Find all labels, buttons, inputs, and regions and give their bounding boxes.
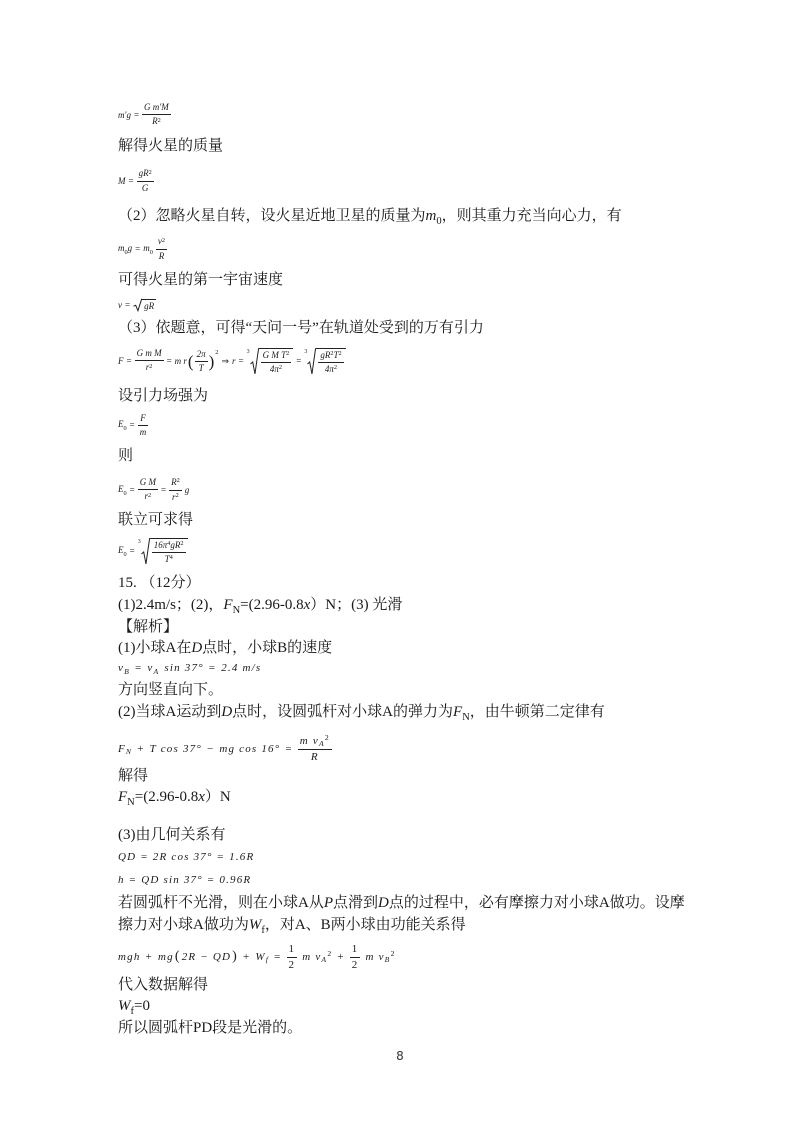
exponent: 2 bbox=[175, 491, 179, 499]
eq-lhs bbox=[118, 484, 127, 497]
fraction bbox=[142, 103, 171, 126]
velocity-subscript: A bbox=[321, 955, 328, 965]
point-p: P bbox=[323, 895, 334, 911]
numerator: G m′M bbox=[142, 103, 171, 115]
numerator bbox=[152, 541, 186, 553]
num-base: gR bbox=[138, 168, 149, 179]
plus-sign: + bbox=[243, 950, 251, 963]
num-base: v bbox=[157, 236, 162, 247]
root-index: 3 bbox=[304, 348, 308, 355]
friction-text-b: 点滑到 bbox=[333, 895, 379, 911]
page-number: 8 bbox=[396, 1049, 404, 1063]
conclusion-text: 所以圆弧杆PD段是光滑的。 bbox=[118, 1020, 303, 1036]
exponent: 2 bbox=[176, 477, 180, 485]
then-text: 则 bbox=[118, 448, 134, 464]
numerator: 1 bbox=[350, 944, 361, 958]
exponent: 2 bbox=[180, 539, 184, 547]
friction-text-e: ，对A、B两小球由功能关系得 bbox=[264, 917, 466, 933]
question-15-header: 15. （12分） bbox=[118, 575, 201, 591]
work-subscript: f bbox=[265, 955, 270, 965]
orbit-radius-equation bbox=[118, 345, 346, 377]
numerator bbox=[156, 237, 167, 249]
work-symbol: W bbox=[255, 950, 266, 963]
denominator: R bbox=[158, 250, 165, 261]
numerator: 1 bbox=[287, 944, 298, 958]
numerator: F bbox=[138, 414, 148, 426]
step1-text-b: 点时，小球B的速度 bbox=[202, 640, 333, 656]
velocity-symbol: v bbox=[147, 662, 154, 674]
part2-text bbox=[118, 207, 622, 225]
gravity-term: mg cos 16° bbox=[219, 742, 281, 755]
centripetal-term bbox=[175, 350, 219, 373]
analysis-label: 【解析】 bbox=[118, 619, 179, 635]
force-subscript: N bbox=[125, 747, 133, 757]
exponent: 2 bbox=[333, 364, 338, 372]
field-subscript: 0 bbox=[123, 550, 127, 558]
cube-root bbox=[246, 348, 294, 375]
force-symbol: F bbox=[118, 742, 126, 755]
numerator bbox=[137, 169, 154, 181]
normal-force-term bbox=[118, 744, 132, 755]
height-expression: h = QD sin 37° = 0.96R bbox=[118, 874, 252, 886]
work-subscript: f bbox=[130, 1005, 134, 1017]
right-paren: ) bbox=[232, 949, 238, 964]
fraction bbox=[152, 541, 186, 565]
friction-text-line2 bbox=[118, 916, 466, 934]
field-subscript: 0 bbox=[123, 424, 127, 432]
vb-term bbox=[118, 663, 130, 674]
exponent: 2 bbox=[324, 733, 330, 743]
normal-force-result bbox=[118, 788, 231, 806]
equals-sign: = bbox=[128, 175, 134, 186]
numerator bbox=[169, 478, 182, 490]
exponent: 2 bbox=[330, 349, 334, 357]
num-part-a: 16π bbox=[153, 539, 168, 550]
answer-summary bbox=[118, 596, 402, 614]
work-symbol: W bbox=[118, 998, 131, 1014]
force-symbol: F bbox=[118, 789, 128, 805]
left-paren: ( bbox=[174, 949, 181, 964]
potential-term-2 bbox=[158, 950, 238, 964]
equals-sign: = bbox=[135, 243, 141, 254]
field-definition-equation bbox=[118, 413, 148, 437]
denominator: 2 bbox=[351, 958, 359, 971]
exponent: 2 bbox=[161, 236, 166, 244]
field-strength-text: 设引力场强为 bbox=[118, 388, 209, 404]
force-symbol: F bbox=[223, 597, 233, 613]
force-symbol: F bbox=[453, 704, 463, 720]
den-base: 4π bbox=[324, 364, 334, 374]
mass-symbol: m bbox=[425, 208, 437, 224]
equals-sign: = bbox=[238, 355, 244, 366]
sine-term: sin 37° bbox=[164, 662, 204, 674]
height-equation bbox=[118, 873, 251, 888]
left-paren: ( bbox=[187, 351, 194, 371]
substitute-text: 代入数据解得 bbox=[118, 977, 209, 993]
exponent: 4 bbox=[167, 539, 171, 547]
step1-text bbox=[118, 639, 332, 657]
work-subscript: f bbox=[261, 924, 265, 936]
step2-text-b: 点时，设圆弧杆对小球A的弹力为 bbox=[232, 704, 454, 720]
equals-sign: = bbox=[133, 109, 140, 120]
force-subscript: N bbox=[462, 711, 470, 723]
point-d: D bbox=[191, 640, 203, 656]
half-fraction bbox=[287, 944, 298, 971]
radical-sign bbox=[141, 538, 150, 565]
mass-equation bbox=[118, 169, 154, 193]
exponent: 2 bbox=[148, 491, 152, 499]
den-base: 4π bbox=[269, 364, 279, 374]
den-base: r bbox=[144, 491, 149, 502]
mass-subscript: 0 bbox=[149, 248, 153, 256]
velocity-subscript: B bbox=[124, 666, 130, 676]
work-value: =0 bbox=[134, 998, 150, 1014]
equals-sign: = bbox=[274, 950, 282, 963]
velocity-subscript: A bbox=[318, 739, 325, 749]
fraction bbox=[169, 478, 182, 502]
kinetic-b-term bbox=[365, 949, 396, 965]
cosmic-velocity-text: 可得火星的第一宇宙速度 bbox=[118, 272, 284, 288]
den-base: r bbox=[172, 491, 176, 502]
fraction bbox=[138, 414, 149, 437]
equals-sign: = bbox=[135, 662, 143, 674]
direction-text: 方向竖直向下。 bbox=[118, 682, 224, 698]
force-subscript: N bbox=[232, 604, 241, 616]
centripetal-equation bbox=[118, 237, 167, 261]
equals-sign: = bbox=[129, 545, 135, 556]
velocity-subscript: A bbox=[153, 666, 160, 676]
answer-text-a: (1)2.4m/s；(2)， bbox=[118, 597, 224, 613]
field-subscript: 0 bbox=[123, 489, 127, 497]
exponent: 2 bbox=[215, 348, 219, 356]
qd-equation bbox=[118, 850, 254, 865]
potential-term: mgh bbox=[118, 950, 141, 963]
cube-root bbox=[304, 348, 345, 375]
gravity-equation bbox=[118, 103, 171, 127]
den-base: T bbox=[164, 554, 170, 564]
mass-subscript: 0 bbox=[436, 215, 442, 227]
mass-radius: m r bbox=[174, 355, 187, 366]
plus-sign: + bbox=[145, 950, 153, 963]
num-part-b: gR bbox=[170, 539, 181, 550]
square-root bbox=[133, 299, 156, 311]
fraction bbox=[298, 733, 332, 763]
answer-text-c: ）N；(3) 光滑 bbox=[310, 597, 403, 613]
field-symbol: E bbox=[118, 419, 124, 430]
field-result-equation bbox=[118, 537, 188, 565]
mv-symbol: m v bbox=[365, 950, 385, 963]
exponent: 4 bbox=[169, 554, 173, 562]
kinetic-a-term bbox=[302, 949, 333, 965]
num-part-a: gR bbox=[320, 349, 331, 360]
minus-sign: − bbox=[206, 742, 215, 755]
root-index: 3 bbox=[137, 538, 141, 545]
radicand: gR bbox=[144, 301, 155, 311]
mass-text: 解得火星的质量 bbox=[118, 138, 224, 154]
va-term bbox=[147, 663, 159, 674]
exponent: 2 bbox=[286, 349, 290, 357]
exponent: 2 bbox=[157, 116, 161, 124]
coefficient bbox=[143, 243, 153, 256]
radical-sign bbox=[307, 348, 316, 375]
field-equation bbox=[118, 478, 189, 502]
exponent: 2 bbox=[327, 949, 333, 959]
friction-text-line1 bbox=[118, 894, 685, 912]
step2-text-a: (2)当球A运动到 bbox=[118, 704, 222, 720]
friction-text-c: 点的过程中，必有摩擦力对小球A做功。设摩 bbox=[388, 895, 685, 911]
friction-work-term bbox=[255, 952, 269, 963]
numerator bbox=[298, 733, 332, 750]
mass-symbol: m bbox=[143, 243, 150, 254]
num-base: m v bbox=[299, 734, 319, 747]
step1-text-a: (1)小球A在 bbox=[118, 640, 192, 656]
eq-lhs: M bbox=[118, 175, 126, 186]
denominator: T bbox=[198, 362, 204, 373]
numerator bbox=[261, 351, 292, 363]
equals-sign: = bbox=[166, 355, 172, 366]
num-base: R bbox=[171, 477, 177, 488]
field-symbol: E bbox=[118, 545, 124, 556]
step2-text bbox=[118, 703, 605, 721]
velocity-equation bbox=[118, 296, 156, 314]
mv-symbol: m v bbox=[302, 950, 322, 963]
denominator bbox=[323, 363, 339, 374]
inner-expression: 2R − QD bbox=[181, 950, 232, 963]
denominator: 2 bbox=[288, 958, 296, 971]
equals-sign: = bbox=[160, 484, 167, 495]
work-result bbox=[118, 997, 150, 1015]
den-base: R bbox=[152, 116, 158, 127]
qd-expression: QD = 2R cos 37° = 1.6R bbox=[118, 851, 255, 863]
friction-text-d: 擦力对小球A做功为 bbox=[118, 917, 249, 933]
numerator bbox=[318, 351, 343, 363]
velocity-subscript: B bbox=[384, 955, 391, 965]
radius-symbol: r bbox=[231, 355, 236, 366]
fraction bbox=[138, 478, 158, 501]
equals-sign: = bbox=[125, 299, 131, 310]
velocity-symbol: v bbox=[118, 662, 125, 674]
eq-lhs: v bbox=[118, 299, 122, 310]
fraction-angular bbox=[195, 350, 208, 373]
part3-text: （3）依题意，可得“天问一号”在轨道处受到的万有引力 bbox=[118, 320, 484, 336]
answer-text-b: =(2.96-0.8 bbox=[240, 597, 304, 613]
exponent: 2 bbox=[148, 168, 152, 176]
denominator: G bbox=[141, 182, 149, 193]
eq-lhs bbox=[118, 243, 133, 256]
fraction bbox=[137, 169, 154, 192]
plus-sign: + bbox=[137, 742, 145, 755]
step3-text: (3)由几何关系有 bbox=[118, 827, 226, 843]
force-subscript: N bbox=[127, 796, 135, 808]
denominator bbox=[268, 363, 284, 374]
mass-symbol: m bbox=[118, 243, 125, 254]
denominator: R bbox=[310, 750, 319, 763]
equals-sign: = bbox=[129, 419, 135, 430]
velocity-value: 2.4 m/s bbox=[221, 662, 262, 674]
numerator: G M bbox=[138, 478, 158, 490]
mg-term: mg bbox=[157, 950, 174, 963]
mass-subscript: 0 bbox=[124, 248, 128, 256]
equals-sign: = bbox=[285, 742, 293, 755]
denominator bbox=[170, 491, 181, 502]
denominator bbox=[144, 361, 155, 372]
exponent: 2 bbox=[149, 362, 153, 370]
variable-x: x bbox=[303, 597, 311, 613]
point-d: D bbox=[221, 704, 233, 720]
eq-lhs bbox=[118, 545, 127, 558]
energy-equation bbox=[118, 942, 396, 972]
denominator bbox=[163, 553, 175, 564]
fraction-gravity bbox=[135, 349, 164, 372]
cube-root bbox=[137, 538, 188, 565]
friction-text-a: 若圆弧杆不光滑，则在小球A从 bbox=[118, 895, 324, 911]
radicand bbox=[316, 348, 345, 375]
work-symbol: W bbox=[248, 917, 262, 933]
result-text-b: ）N bbox=[204, 789, 231, 805]
eq-lhs: F bbox=[118, 355, 124, 366]
equals-sign: = bbox=[208, 662, 217, 674]
equals-sign: = bbox=[296, 355, 302, 366]
gravity-symbol: g bbox=[184, 484, 190, 495]
velocity-b-equation bbox=[118, 661, 261, 676]
num-base: G M T bbox=[262, 349, 287, 360]
exponent: 2 bbox=[390, 949, 396, 959]
solve-text: 联立可求得 bbox=[118, 512, 194, 528]
part2-text-b: ，则其重力充当向心力，有 bbox=[441, 208, 622, 224]
solve-text: 解得 bbox=[118, 768, 149, 784]
denominator bbox=[150, 115, 163, 126]
numerator: G m M bbox=[135, 349, 164, 361]
part2-text-a: （2）忽略火星自转，设火星近地卫星的质量为 bbox=[118, 208, 426, 224]
root-index: 3 bbox=[246, 348, 250, 355]
tension-term: T cos 37° bbox=[149, 742, 202, 755]
newton-equation bbox=[118, 734, 332, 764]
den-base: r bbox=[145, 362, 150, 373]
radicand bbox=[150, 538, 188, 565]
exponent: 2 bbox=[278, 364, 282, 372]
fraction bbox=[261, 351, 292, 375]
radical-sign bbox=[250, 348, 259, 375]
right-paren: ) bbox=[208, 351, 215, 371]
point-d: D bbox=[378, 895, 389, 911]
result-text-a: =(2.96-0.8 bbox=[134, 789, 199, 805]
implies-arrow: ⇒ bbox=[221, 355, 229, 366]
gravity-symbol: g bbox=[127, 243, 133, 254]
equals-sign: = bbox=[126, 355, 132, 366]
denominator bbox=[143, 490, 154, 501]
radical-sign bbox=[133, 299, 142, 311]
equals-sign: = bbox=[129, 484, 135, 495]
num-part-b: T bbox=[333, 349, 339, 360]
variable-x: x bbox=[198, 789, 205, 805]
denominator: m bbox=[139, 426, 147, 437]
eq-lhs bbox=[118, 419, 127, 432]
exponent: 2 bbox=[338, 349, 342, 357]
radicand bbox=[259, 348, 294, 375]
fraction bbox=[318, 351, 343, 375]
half-fraction bbox=[350, 944, 361, 971]
field-symbol: E bbox=[118, 484, 124, 495]
fraction bbox=[156, 237, 167, 260]
step2-text-c: ，由牛顿第二定律有 bbox=[469, 704, 605, 720]
numerator: 2π bbox=[195, 350, 208, 362]
eq-lhs: m′g bbox=[118, 109, 131, 120]
plus-sign: + bbox=[337, 950, 345, 963]
